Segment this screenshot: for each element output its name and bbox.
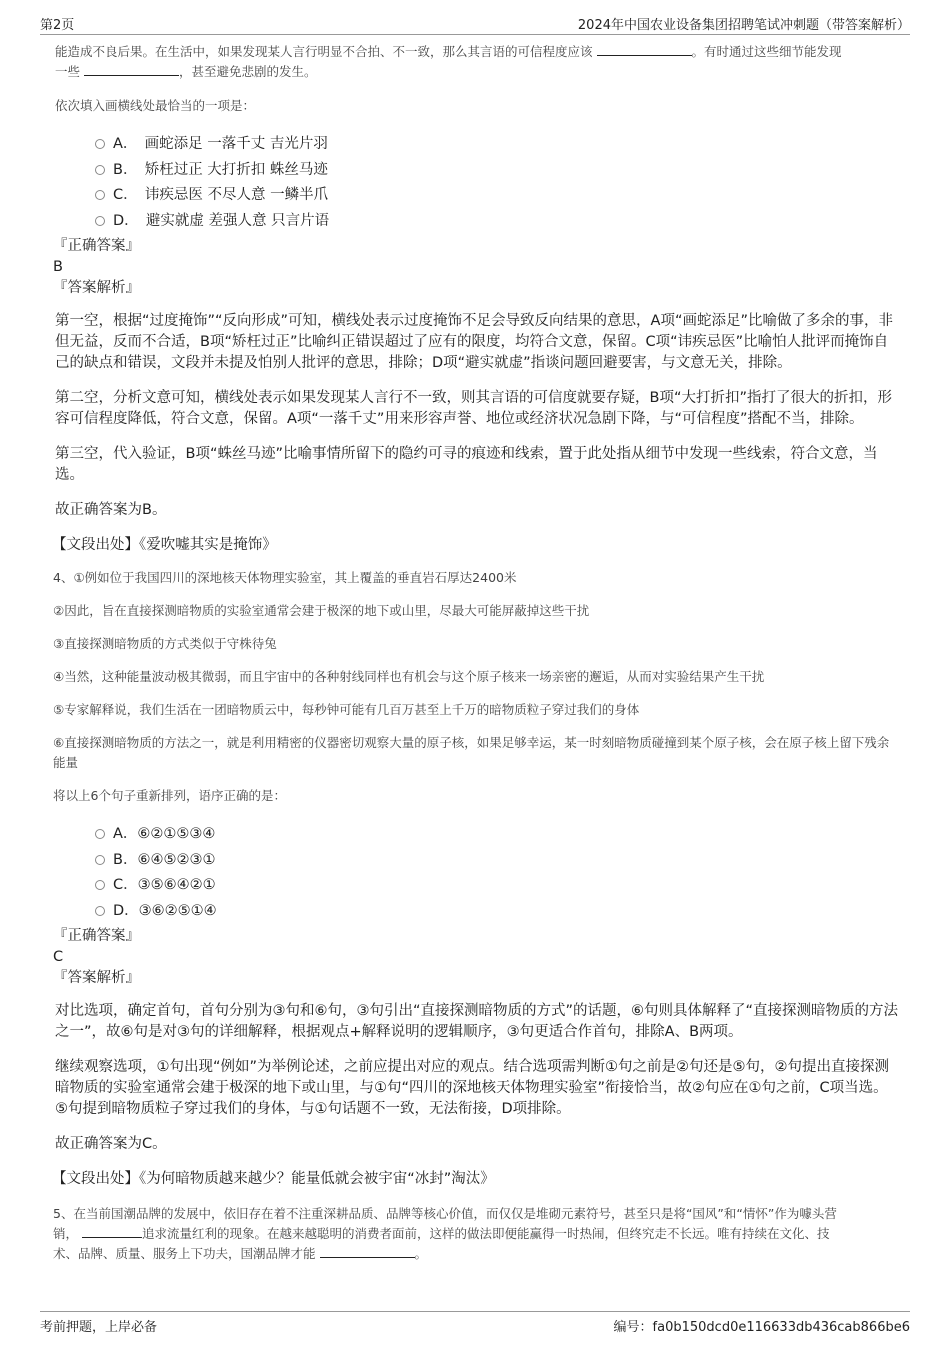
answer-label: 『正确答案』 [53, 928, 140, 944]
page-footer [40, 1311, 910, 1335]
text: 术、品牌、质量、服务上下功夫，国潮品牌才能 [53, 1246, 316, 1261]
radio-icon[interactable] [95, 165, 105, 175]
radio-icon[interactable] [95, 190, 105, 200]
document-title: 2024年中国农业设备集团招聘笔试冲刺题（带答案解析） [577, 18, 910, 33]
option-d[interactable] [95, 209, 900, 235]
option-c[interactable] [95, 183, 900, 209]
analysis-paragraph: 第三空，代入验证，B项“蛛丝马迹”比喻事情所留下的隐约可寻的痕迹和线索，置于此处指从细节中发现一些线索，符合文意，当选。 [55, 446, 878, 483]
q3-stem-line3 [55, 62, 900, 82]
text: 追求流量红利的现象。在越来越聪明的消费者面前，这样的做法即便能赢得一时热闹，但终究走不长远。唯有持续在文化、技 [142, 1226, 830, 1241]
option-label: C．③⑤⑥④②① [113, 877, 216, 893]
blank-2 [597, 43, 692, 56]
blank-1 [82, 1225, 142, 1238]
q4-sentence: ②因此，旨在直接探测暗物质的实验室通常会建于极深的地下或山里，尽最大可能屏蔽掉这些干扰 [53, 603, 590, 618]
option-a[interactable] [95, 132, 900, 158]
q4-options [95, 822, 900, 924]
analysis-paragraph: 第一空，根据“过度掩饰”“反向形成”可知，横线处表示过度掩饰不足会导致反向结果的意思，A项“画蛇添足”比喻做了多余的事，非但无益，反而不合适，B项“矫枉过正”比喻纠正错误超过了应有的限度，均符合文意，保留。C项“讳疾忌医”比喻怕人批评而掩饰自己的缺点和错误，文段并未提及怕别人批评的意思，排除；D项“避实就虚”指谈问题回避要害，与文意无关，排除。 [55, 313, 893, 371]
page-number: 第2页 [40, 18, 75, 33]
option-label: B．⑥④⑤②③① [113, 851, 216, 868]
q3-stem-line2 [55, 42, 900, 62]
analysis-conclusion: 故正确答案为C。 [55, 1136, 167, 1152]
option-label: B． 矫枉过正 大打折扣 蛛丝马迹 [113, 161, 328, 178]
option-d[interactable] [95, 899, 900, 925]
q4-prompt: 将以上6个句子重新排列，语序正确的是： [53, 788, 286, 803]
answer-label: 『正确答案』 [53, 238, 140, 254]
clipped-line [55, 34, 900, 42]
radio-icon[interactable] [95, 880, 105, 890]
analysis-label: 『答案解析』 [53, 970, 140, 986]
q5-stem [53, 1204, 900, 1264]
q4-sentence: ④当然，这种能量波动极其微弱，而且宇宙中的各种射线同样也有机会与这个原子核来一场亲密的邂逅，从而对实验结果产生干扰 [53, 669, 765, 684]
analysis-conclusion: 故正确答案为B。 [55, 502, 167, 518]
radio-icon[interactable] [95, 855, 105, 865]
document-id: 编号：fa0b150dcd0e116633db436cab866be6 [613, 1320, 910, 1335]
text: 5、在当前国潮品牌的发展中，依旧存在着不注重深耕品质、品牌等核心价值，而仅仅是堆砌元素符号，甚至只是将“国风”和“情怀”作为噱头营 [53, 1206, 837, 1221]
option-label: A． 画蛇添足 一落千丈 吉光片羽 [113, 136, 328, 152]
source: 【文段出处】《为何暗物质越来越少？能量低就会被宇宙“冰封”淘汰》 [52, 1171, 495, 1187]
text: 。有时通过这些细节能发现 [691, 44, 842, 59]
page-header [40, 14, 910, 35]
option-label: A．⑥②①⑤③④ [113, 826, 216, 842]
source: 【文段出处】《爱吹嘘其实是掩饰》 [52, 537, 277, 553]
text: ，甚至避免悲剧的发生。 [179, 64, 317, 79]
radio-icon[interactable] [95, 829, 105, 839]
option-label: D． 避实就虚 差强人意 只言片语 [113, 212, 330, 229]
analysis-paragraph: 对比选项，确定首句，首句分别为③句和⑥句，③句引出“直接探测暗物质的方式”的话题，⑥句则具体解释了“直接探测暗物质的方法之一”，故⑥句是对③句的详细解释，根据观点+解释说明的逻辑顺序，③句更适合作首句，排除A、B两项。 [55, 1003, 899, 1040]
option-label: D．③⑥②⑤①④ [113, 902, 217, 919]
text: 能造成不良后果。在生活中，如果发现某人言行明显不合拍、不一致，那么其言语的可信程度应该 [55, 44, 593, 59]
q3-prompt: 依次填入画横线处最恰当的一项是： [55, 98, 256, 113]
option-b[interactable] [95, 848, 900, 874]
radio-icon[interactable] [95, 906, 105, 916]
q4-sentence: ⑤专家解释说，我们生活在一团暗物质云中，每秒钟可能有几百万甚至上千万的暗物质粒子穿过我们的身体 [53, 702, 640, 717]
radio-icon[interactable] [95, 139, 105, 149]
analysis-paragraph: 继续观察选项，①句出现“例如”为举例论述，之前应提出对应的观点。结合选项需判断①句之前是②句还是⑤句，②句提出直接探测暗物质的实验室通常会建于极深的地下或山里，与①句“四川的深地核天体物理实验室”衔接恰当，故②句应在①句之前，C项当选。⑤句提到暗物质粒子穿过我们的身体，与①句话题不一致，无法衔接，D项排除。 [55, 1059, 890, 1117]
answer-value: B [53, 259, 63, 275]
option-label: C． 讳疾忌医 不尽人意 一鳞半爪 [113, 187, 329, 203]
q4-sentence: ⑥直接探测暗物质的方法之一，就是利用精密的仪器密切观察大量的原子核，如果足够幸运，某一时刻暗物质碰撞到某个原子核，会在原子核上留下残余能量 [53, 735, 890, 770]
answer-value: C [53, 949, 64, 965]
text: 一些 [55, 64, 81, 79]
footer-slogan: 考前押题，上岸必备 [40, 1320, 158, 1335]
option-a[interactable] [95, 822, 900, 848]
option-b[interactable] [95, 158, 900, 184]
option-c[interactable] [95, 873, 900, 899]
analysis-label: 『答案解析』 [53, 280, 140, 296]
analysis-paragraph: 第二空，分析文意可知，横线处表示如果发现某人言行不一致，则其言语的可信度就要存疑，B项“大打折扣”指打了很大的折扣，形容可信程度降低，符合文意，保留。A项“一落千丈”用来形容声誉、地位或经济状况急剧下降，与“可信程度”搭配不当，排除。 [55, 390, 892, 427]
q4-sentence: ③直接探测暗物质的方式类似于守株待兔 [53, 636, 277, 651]
q3-options [95, 132, 900, 234]
q4-sentence: 4、①例如位于我国四川的深地核天体物理实验室，其上覆盖的垂直岩石厚达2400米 [53, 570, 517, 585]
document-body [52, 34, 900, 1264]
text: 。 [414, 1246, 428, 1261]
radio-icon[interactable] [95, 216, 105, 226]
text: 销， [53, 1226, 79, 1241]
blank-2 [320, 1245, 415, 1258]
blank-3 [84, 63, 179, 76]
